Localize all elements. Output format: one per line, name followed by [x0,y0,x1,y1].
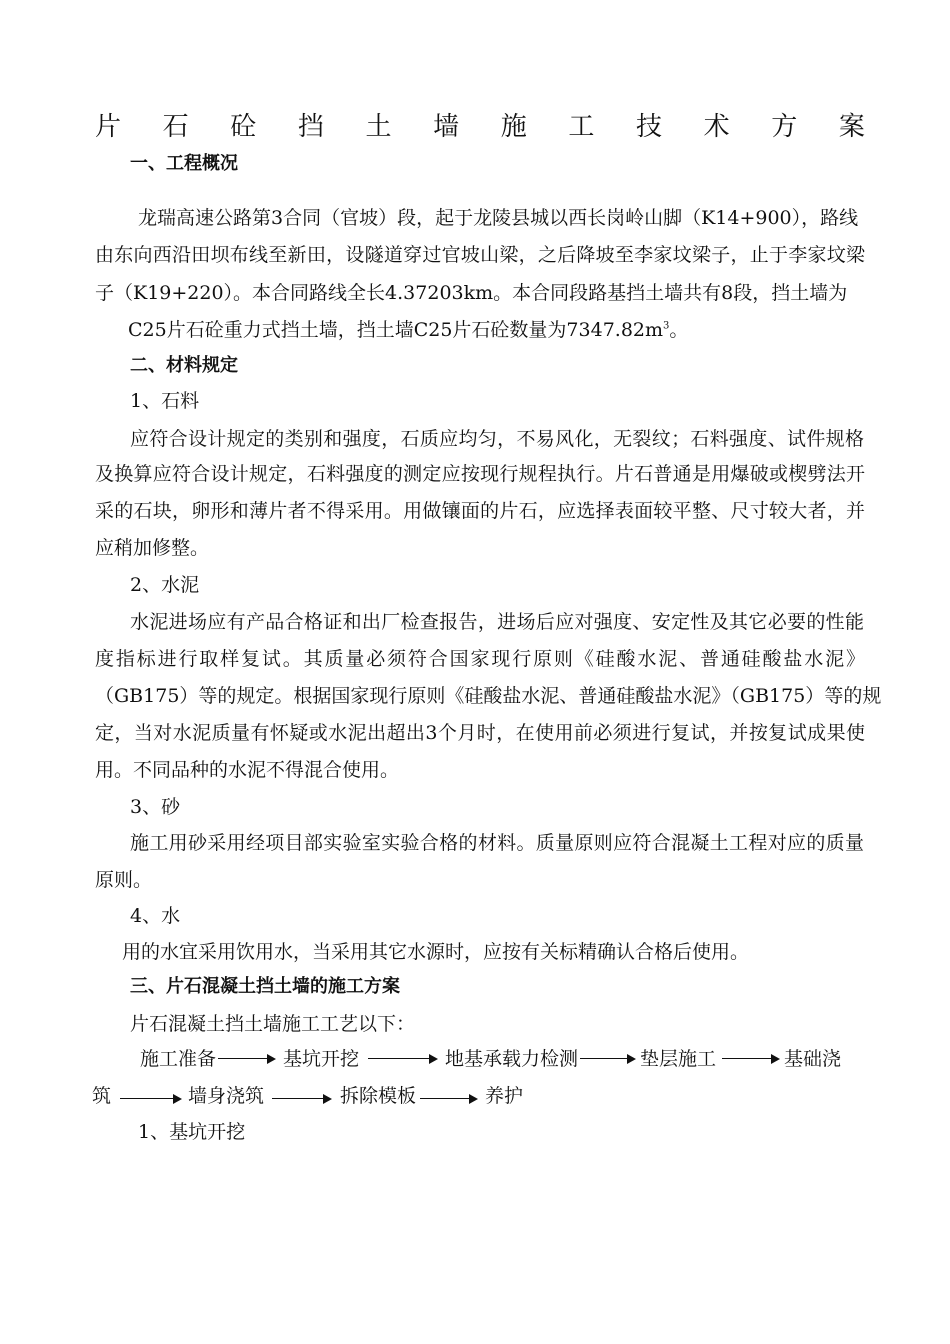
flow-arrow-icon [218,1054,276,1064]
flow-step: 施工准备 [140,1048,217,1070]
section-heading-overview: 一、工程概况 [130,153,238,174]
paragraph-line: C25片石砼重力式挡土墙，挡土墙C25片石砼数量为$7347.82m^3$。 [128,319,689,341]
paragraph-line: 由东向西沿田坝布线至新田，设隧道穿过官坡山梁，之后降坡至李家坟梁子，止于李家坟梁 [95,244,865,266]
section-heading-plan: 三、片石混凝土挡土墙的施工方案 [130,976,400,997]
title-char: 工 [568,112,595,142]
section-heading-materials: 二、材料规定 [130,355,238,376]
title-char: 施 [500,112,527,142]
paragraph-line: 应稍加修整。 [95,537,210,559]
paragraph-line: 度指标进行取样复试。其质量必须符合国家现行原则《硅酸水泥、普通硅酸盐水泥》 [95,648,865,670]
title-char: 挡 [297,112,324,142]
flow-arrow-icon [368,1054,438,1064]
title-char: 石 [162,112,189,142]
subsection-label-cement: 2、水泥 [130,574,200,596]
flow-arrow-icon [272,1094,332,1104]
paragraph-line: 原则。 [95,869,153,891]
title-char: 术 [703,112,730,142]
document-title [95,108,865,146]
subsection-label-excavation: 1、基坑开挖 [138,1121,246,1143]
flow-step: 拆除模板 [340,1085,417,1107]
title-char: 技 [636,112,663,142]
flow-step: 养护 [485,1085,524,1107]
paragraph-line: 用。不同品种的水泥不得混合使用。 [95,759,400,781]
title-char: 案 [838,112,865,142]
flow-arrow-icon [120,1094,182,1104]
paragraph-line: 施工用砂采用经项目部实验室实验合格的材料。质量原则应符合混凝土工程对应的质量 [130,832,864,854]
paragraph-line: 水泥进场应有产品合格证和出厂检查报告，进场后应对强度、安定性及其它必要的性能 [130,611,864,633]
paragraph-line: 应符合设计规定的类别和强度，石质应均匀，不易风化，无裂纹；石料强度、试件规格 [130,428,864,450]
paragraph-line: 片石混凝土挡土墙施工工艺以下： [130,1013,416,1035]
flow-arrow-icon [420,1094,478,1104]
title-char: 土 [365,112,392,142]
paragraph-line: 用的水宜采用饮用水，当采用其它水源时，应按有关标精确认合格后使用。 [122,941,750,963]
flow-step: 垫层施工 [640,1048,717,1070]
title-char: 方 [771,112,798,142]
title-char: 墙 [433,112,460,142]
title-char: 砼 [230,112,257,142]
flow-step: 筑 [92,1085,112,1107]
paragraph-line: 及换算应符合设计规定，石料强度的测定应按现行规程执行。片石普通是用爆破或楔劈法开 [95,463,865,485]
paragraph-line: 子（K19+220）。本合同路线全长4.37203km。本合同段路基挡土墙共有8段，挡土墙为 [95,282,848,304]
paragraph-line: 采的石块，卵形和薄片者不得采用。用做镶面的片石，应选择表面较平整、尺寸较大者，并 [95,500,865,522]
subsection-label-water: 4、水 [130,905,181,927]
paragraph-line: 龙瑞高速公路第3合同（官坡）段，起于龙陵县城以西长岗岭山脚（K14+900），路线 [138,207,859,229]
paragraph-line: 定，当对水泥质量有怀疑或水泥出超出3个月时，在使用前必须进行复试，并按复试成果使 [95,722,865,744]
flow-step: 基坑开挖 [283,1048,360,1070]
paragraph-line: （GB175）等的规定。根据国家现行原则《硅酸盐水泥、普通硅酸盐水泥》（GB175）等的规 [95,685,882,707]
subsection-label-stone: 1、石料 [130,390,200,412]
flow-arrow-icon [722,1054,780,1064]
subsection-label-sand: 3、砂 [130,796,181,818]
flow-step: 基础浇 [784,1048,842,1070]
flow-step: 地基承载力检测 [445,1048,579,1070]
flow-step: 墙身浇筑 [188,1085,265,1107]
title-char: 片 [95,112,122,142]
flow-arrow-icon [580,1054,636,1064]
